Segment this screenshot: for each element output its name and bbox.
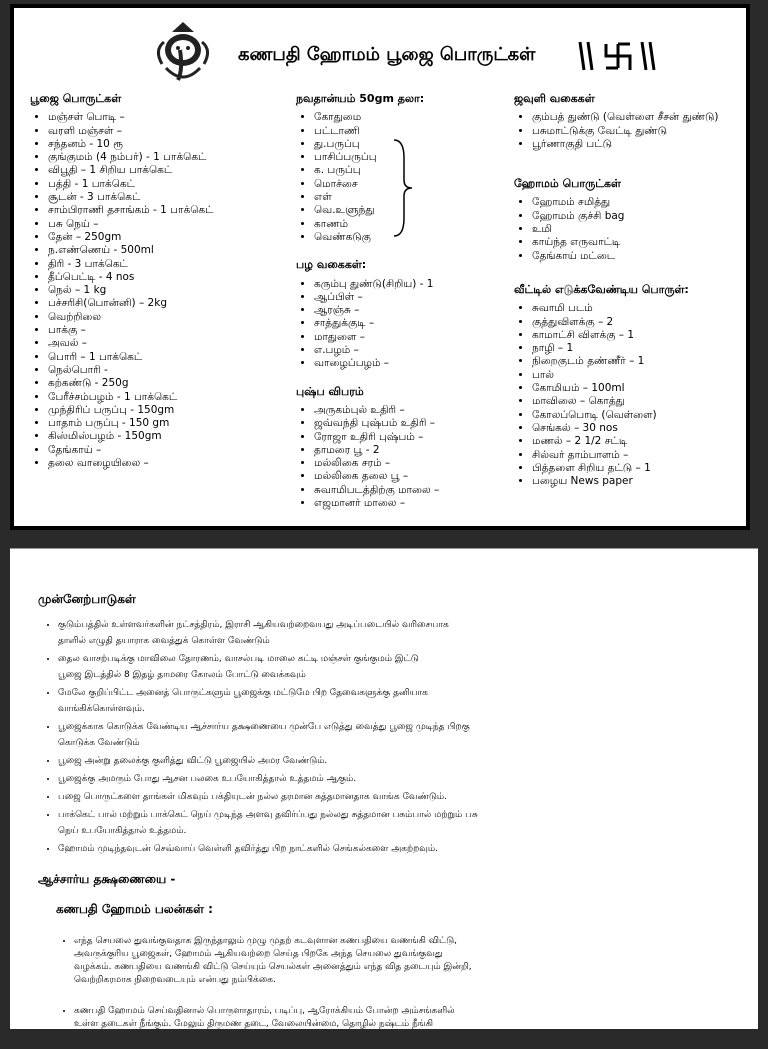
pooja-item: • பசு நெய் –: [48, 218, 290, 231]
pooja-item: • அவல் –: [48, 337, 290, 350]
swastika-symbol-icon: [574, 38, 660, 74]
pooja-item: • சாம்பிராணி தசாங்கம் - 1 பாக்கெட்: [48, 204, 290, 217]
home-items-heading: வீட்டில் எடுக்கவேண்டிய பொருள்:: [514, 282, 689, 296]
navadhanyam-item: • காணம்: [314, 218, 506, 231]
flower-item: • அருகம்புல் உதிரி –: [314, 404, 506, 417]
preparation-item: [58, 771, 738, 787]
navadhanyam-item: • வெ.உளுந்து: [314, 204, 506, 217]
fruit-item: • ஆப்பிள் –: [314, 291, 506, 304]
preparation-item-line: பூஜை இடத்தில் 8 இதழ் தாமரை கோலம் போட்டு வைக்கவும்: [58, 670, 306, 680]
cloth-heading: ஜவுளி வகைகள்: [514, 92, 595, 105]
homam-item: • ஹோமம் சமித்து: [532, 196, 744, 209]
homam-item: • காய்ந்த எருவாட்டி: [532, 236, 744, 249]
pooja-item: • வரளி மஞ்சள் –: [48, 125, 290, 138]
pooja-item: • முந்திரிப் பருப்பு - 150gm: [48, 404, 290, 417]
pooja-item: • தீப்பெட்டி - 4 nos: [48, 271, 290, 284]
benefit-item: [74, 935, 738, 987]
preparation-item-line: கொடுக்க வேண்டும்: [58, 738, 140, 748]
pooja-item: • பொரி – 1 பாக்கெட்: [48, 351, 290, 364]
pooja-item: • சூடன் - 3 பாக்கெட்: [48, 191, 290, 204]
flower-item: • எஜமானர் மாலை –: [314, 497, 506, 510]
preparation-item-line: • பஜை பொருட்களை தாங்கள் மிகவும் பக்தியுடன் நல்ல தரமான சுத்தமானதாக வாங்க வேண்டும்.: [58, 792, 448, 802]
preparation-item-line: • ஹோமம் முடிந்தவுடன் செவ்வாய் வெள்ளி தவிர்த்து பிற நாட்களில் செங்கல்களை அகற்றவும்.: [58, 844, 438, 854]
flower-item: • சுவாமிபடத்திற்கு மாலை –: [314, 484, 506, 497]
pooja-item: • கிஸ்மிஸ்பழம் - 150gm: [48, 430, 290, 443]
benefit-item-line: வெற்றிகரமாக நிறைவடையும் என்பது நம்பிக்கை.: [74, 975, 276, 985]
fruit-item: • ஆரஞ்சு –: [314, 304, 506, 317]
pooja-item: • பாதாம் பருப்பு - 150 gm: [48, 417, 290, 430]
flowers-heading: புஷ்ப விபரம்: [296, 384, 364, 398]
preparation-heading: முன்னேற்பாடுகள்: [38, 592, 136, 606]
preparation-item-line: • பூஜை அன்று தலைக்கு குளித்து விட்டு பூஜையில் அமர வேண்டும்.: [58, 756, 328, 766]
pooja-item: • திரி - 3 பாக்கெட்: [48, 258, 290, 271]
home-item: • பால்: [532, 369, 744, 382]
home-item: • நாழி – 1: [532, 342, 744, 355]
home-item: • செங்கல் – 30 nos: [532, 422, 744, 435]
navadhanyam-item: • மொச்சை: [314, 178, 506, 191]
cloth-list: [514, 111, 744, 151]
navadhanyam-item: • து.பருப்பு: [314, 138, 506, 151]
pooja-item: • தலை வாழையிலை –: [48, 457, 290, 470]
pooja-items-list: [30, 111, 290, 470]
pooja-item: • தேங்காய் –: [48, 444, 290, 457]
preparation-item-line: • பூஜைக்கு அமரும் போது ஆசன பலகை உபயோகித்தால் உத்தமம் ஆகும்.: [58, 774, 357, 784]
preparation-item: [58, 651, 738, 683]
homam-items-heading: ஹோமம் பொருட்கள்: [514, 177, 621, 191]
pooja-items-column: [30, 92, 290, 470]
home-item: • மாவிலை – கொத்து: [532, 395, 744, 408]
navadhanyam-heading: நவதான்யம் 50gm தலா:: [296, 92, 425, 105]
pooja-item: • விபூதி – 1 சிறிய பாக்கெட்: [48, 164, 290, 177]
flower-item: • ரோஜா உதிரி புஷ்பம் –: [314, 431, 506, 444]
fruit-item: • வாழைப்பழம் –: [314, 357, 506, 370]
home-item: • காமாட்சி விளக்கு – 1: [532, 329, 744, 342]
cloth-item: • கும்பத் துண்டு (வெள்ளை சீசன் துண்டு): [532, 111, 744, 124]
navadhanyam-item: • வெண்கடுகு: [314, 231, 506, 244]
benefit-item-line: • எந்த செயலை துவங்குவதாக இருந்தாலும் முழு முதற் கடவுளான கணபதியை வணங்கி விட்டு,: [74, 936, 458, 946]
fruit-item: • எ.பழம் –: [314, 344, 506, 357]
pooja-item: • தேன் – 250gm: [48, 231, 290, 244]
pooja-item: • நெல்பொரி -: [48, 364, 290, 377]
right-column: [514, 92, 744, 500]
benefit-item-line: அவருக்குரிய பூஜைகள், ஹோமம் ஆகியவற்றை செய்த பிறகே அந்த செயலை துவங்குவது: [74, 949, 443, 959]
cloth-item: • பசுமாட்டுக்கு வேட்டி துண்டு: [532, 125, 744, 138]
benefit-item-line: உள்ள தடைகள் நீங்கும். மேலும் திருமண தடை, வேலையின்மை, தொழில் நஷ்டம் நீங்கி: [74, 1019, 433, 1029]
preparation-item: [58, 841, 738, 857]
preparation-item: [58, 807, 738, 839]
pooja-item: • பத்தி - 1 பாக்கெட்: [48, 178, 290, 191]
navadhanyam-item: • பட்டாணி: [314, 125, 506, 138]
home-item: • மணல் – 2 1/2 சட்டி: [532, 435, 744, 448]
preparation-item: [58, 753, 738, 769]
pooja-items-heading: பூஜை பொருட்கள்: [30, 92, 122, 105]
home-item: • சில்வர் தாம்பாளம் –: [532, 449, 744, 462]
navadhanyam-item: • எள்: [314, 191, 506, 204]
preparation-item-line: நெய் உபயோகித்தால் உத்தமம்.: [58, 826, 187, 836]
pooja-item: • ந.எண்ணெய் - 500ml: [48, 244, 290, 257]
home-item: • கோலப்பொடி (வெள்ளை): [532, 409, 744, 422]
benefits-heading: கணபதி ஹோமம் பலன்கள் :: [56, 902, 213, 916]
flower-item: • தாமரை பூ - 2: [314, 444, 506, 457]
benefit-item: [74, 1005, 738, 1031]
pooja-item: • சந்தனம் - 10 ரூ: [48, 138, 290, 151]
grouping-brace-icon: [392, 138, 414, 238]
homam-item: • தேங்காய் மட்டை: [532, 250, 744, 263]
navadhanyam-item: • பாசிப்பருப்பு: [314, 151, 506, 164]
pooja-item: • கற்கண்டு - 250g: [48, 377, 290, 390]
fruit-item: • கரும்பு துண்டு(சிறிய) - 1: [314, 278, 506, 291]
preparation-item-line: • மேலே குறிப்பிட்ட அனைத் பொருட்களும் பூஜைக்கு மட்டுமே பிற தேவைகளுக்கு தனியாக: [58, 688, 428, 698]
flowers-list: [296, 404, 506, 510]
instructions-page: [10, 548, 758, 1029]
preparation-item-line: வாங்கிக்கொள்ளவும்.: [58, 704, 145, 714]
benefit-item-line: வழக்கம். கணபதியை வணங்கி விட்டு செய்யும் செயல்கள் அனைத்தும் எந்த வித தடையும் இன்றி,: [74, 962, 472, 972]
home-item: • குத்துவிளக்கு – 2: [532, 316, 744, 329]
flower-item: • மல்லிகை சரம் –: [314, 457, 506, 470]
preparation-item: [58, 789, 738, 805]
home-item: • நிறைகுடம் தண்ணீர் – 1: [532, 355, 744, 368]
homam-item: • ஹோமம் குச்சி bag: [532, 210, 744, 223]
preparation-item-line: • குடும்பத்தில் உள்ளவர்களின் நட்சத்திரம், இராசி ஆகியவற்றைவயது அடிப்படையில் வரிசையாக: [58, 620, 449, 630]
fruits-heading: பழ வகைகள்:: [296, 258, 367, 272]
pooja-item: • வெற்றிலை: [48, 311, 290, 324]
home-item: • சுவாமி படம்: [532, 302, 744, 315]
flower-item: • மல்லிகை தலை பூ –: [314, 470, 506, 483]
cloth-item: • பூர்ணாகுதி பட்டு: [532, 138, 744, 151]
pooja-item: • பாக்கு –: [48, 324, 290, 337]
navadhanyam-item: • க. பருப்பு: [314, 164, 506, 177]
preparation-item: [58, 685, 738, 717]
homam-item: • உமி: [532, 223, 744, 236]
preparation-item-line: • தைல வாசற்படிக்கு மாவிலை தோரணம், வாசல்படி மாலை கட்டி மஞ்சள் குங்குமம் இட்டு: [58, 654, 419, 664]
preparation-item: [58, 617, 738, 649]
pooja-item: • குங்குமம் (4 நம்பர்) - 1 பாக்கெட்: [48, 151, 290, 164]
homam-items-list: [514, 196, 744, 262]
preparation-list: [38, 617, 738, 857]
fruit-item: • சாத்துக்குடி –: [314, 317, 506, 330]
dakshina-heading: ஆச்சார்ய தக்ஷணையை -: [38, 872, 176, 886]
preparation-item-line: தாளில் எழுதி தயாராக வைத்துக் கொள்ள வேண்டும்: [58, 636, 270, 646]
benefits-list: [38, 935, 738, 1031]
pooja-item: • பேரீச்சம்பழம் - 1 பாக்கெட்: [48, 391, 290, 404]
navadhanyam-item: • கோதுமை: [314, 111, 506, 124]
preparation-item-line: • பூஜைக்காக கொடுக்க வேண்டிய ஆச்சார்ய தக்ஷணையை முன்பே எடுத்து வைத்து பூஜை முடிந்த பிறகு: [58, 722, 470, 732]
ganesha-logo: [150, 20, 216, 86]
home-item: • கோமியம் – 100ml: [532, 382, 744, 395]
home-items-list: [514, 302, 744, 488]
page-title: கணபதி ஹோமம் பூஜை பொருட்கள்: [238, 44, 536, 65]
flower-item: • ஜவ்வந்தி புஷ்பம் உதிரி –: [314, 417, 506, 430]
pooja-item: • மஞ்சள் பொடி –: [48, 111, 290, 124]
preparation-item-line: • பாக்கெட் பால் மற்றும் பாக்கெட் நெய் முடிந்த அளவு தவிர்ப்பது நல்லது சுத்தமான பசும்பால் மற்றும் பசு: [58, 810, 478, 820]
fruit-item: • மாதுளை –: [314, 331, 506, 344]
checklist-page: [10, 4, 750, 530]
pooja-item: • பச்சரிசி(பொன்னி) – 2kg: [48, 297, 290, 310]
home-item: • பித்தளை சிறிய தட்டு – 1: [532, 462, 744, 475]
preparation-item: [58, 719, 738, 751]
home-item: • பழைய News paper: [532, 475, 744, 488]
pooja-item: • நெல் – 1 kg: [48, 284, 290, 297]
fruits-list: [296, 278, 506, 371]
benefit-item-line: • கணபதி ஹோமம் செய்வதினால் பொருளாதாரம், படிப்பு, ஆரோக்கியம் போன்ற அம்சங்களில்: [74, 1006, 455, 1016]
